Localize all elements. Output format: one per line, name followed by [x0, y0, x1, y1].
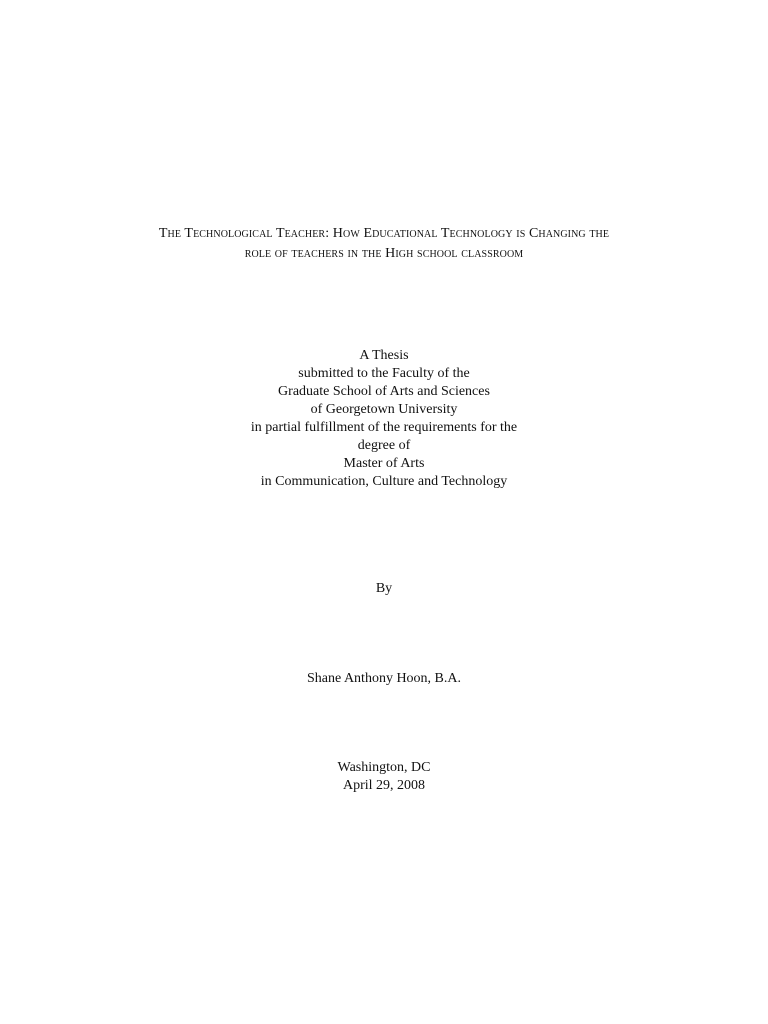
- byline: [0, 580, 768, 598]
- byline-text: By: [375, 581, 393, 596]
- thesis-title-line-1: The Technological Teacher: How Educational Technology is Changing the: [158, 226, 610, 241]
- submission-line-4: of Georgetown University: [310, 402, 458, 417]
- author-name: Shane Anthony Hoon, B.A.: [307, 671, 461, 686]
- place-and-date: [0, 759, 768, 795]
- submission-line-8: in Communication, Culture and Technology: [260, 474, 508, 489]
- submission-statement: [0, 347, 768, 491]
- author: [0, 670, 768, 688]
- thesis-title-line-2: role of teachers in the High school classroom: [244, 246, 524, 261]
- submission-line-6: degree of: [357, 438, 411, 453]
- submission-line-7: Master of Arts: [343, 456, 425, 471]
- submission-line-1: A Thesis: [359, 348, 409, 363]
- submission-line-3: Graduate School of Arts and Sciences: [278, 384, 490, 399]
- thesis-title: [0, 224, 768, 264]
- date: April 29, 2008: [342, 778, 426, 793]
- submission-line-5: in partial fulfillment of the requirements for the: [250, 420, 518, 435]
- place: Washington, DC: [337, 760, 431, 775]
- submission-line-2: submitted to the Faculty of the: [298, 366, 470, 381]
